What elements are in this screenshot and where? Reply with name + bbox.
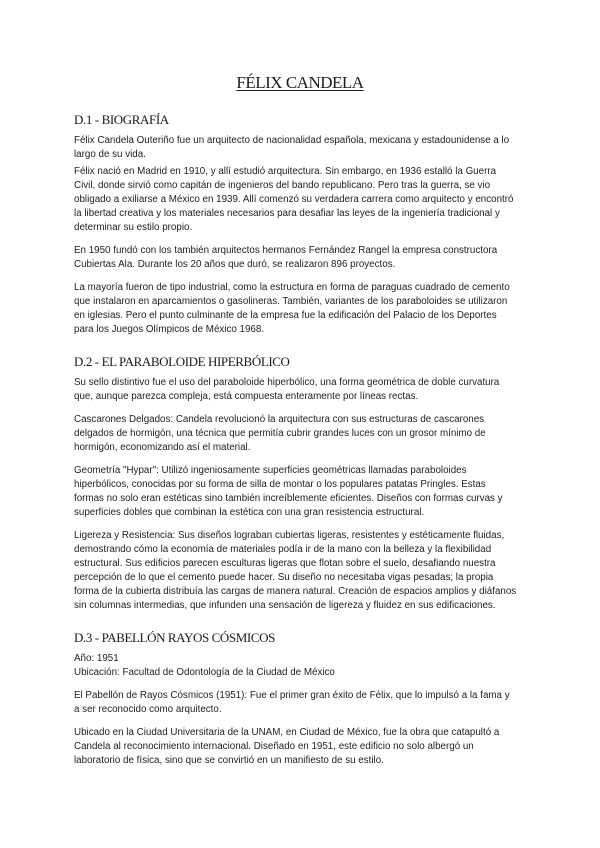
text-line: Civil, donde sirvió como capitán de ingenieros del bando republicano. Pero tras la guerra, se vio xyxy=(74,180,491,191)
paragraph xyxy=(74,529,526,613)
text-line: La mayoría fueron de tipo industrial, como la estructura en forma de paraguas cuadrado de cemento xyxy=(74,282,510,293)
project-year: Año: 1951 xyxy=(74,653,119,664)
text-line: Cubiertas Ala. Durante los 20 años que duró, se realizaron 896 proyectos. xyxy=(74,259,396,270)
text-line: que, aunque parezca compleja, está compuesta enteramente por líneas rectas. xyxy=(74,391,419,402)
text-line: para los Juegos Olímpicos de México 1968. xyxy=(74,324,265,335)
document-title xyxy=(74,73,526,93)
text-line: la libertad creativa y los materiales necesarios para desafiar las leyes de la ingeniería tradicional y xyxy=(74,208,500,219)
text-line: Ligereza y Resistencia: Sus diseños lograban cubiertas ligeras, resistentes y estéticamente fluidas, xyxy=(74,530,505,541)
text-line: laboratorio de física, sino que se convirtió en un manifiesto de su estilo. xyxy=(74,755,384,766)
paragraph xyxy=(74,281,526,337)
paragraph xyxy=(74,134,526,162)
section-biografia xyxy=(74,112,526,337)
text-line: Félix nació en Madrid en 1910, y allí estudió arquitectura. Sin embargo, en 1936 estalló la Guerra xyxy=(74,166,497,177)
paragraph xyxy=(74,165,526,235)
text-line: Geometría "Hypar": Utilizó ingeniosamente superficies geométricas llamadas paraboloides xyxy=(74,465,467,476)
text-line: Su sello distintivo fue el uso del paraboloide hiperbólico, una forma geométrica de doble curvatura xyxy=(74,377,500,388)
paragraph xyxy=(74,413,526,455)
text-line: superficies dobles que combinan la estética con una gran resistencia estructural. xyxy=(74,507,425,518)
text-line: que instalaron en aparcamientos o gasolineras. También, variantes de los paraboloides se utilizaron xyxy=(74,296,508,307)
text-line: en iglesias. Pero el punto culminante de la empresa fue la edificación del Palacio de los Deportes xyxy=(74,310,497,321)
paragraph xyxy=(74,464,526,520)
text-line: hiperbólicos, conocidas por su forma de silla de montar o los populares patatas Pringles. Estas xyxy=(74,479,486,490)
text-line: estructural. Sus edificios parecen esculturas ligeras que flotan sobre el suelo, desafiando nuestra xyxy=(74,558,496,569)
text-line: formas no solo eran estéticas sino también increíblemente eficientes. Diseños con formas curvas y xyxy=(74,493,503,504)
section-heading: D.2 - EL PARABOLOIDE HIPERBÓLICO xyxy=(74,354,290,369)
text-line: El Pabellón de Rayos Cósmicos (1951): Fue el primer gran éxito de Félix, que lo impulsó a la fama y xyxy=(74,690,510,701)
text-line: largo de su vida. xyxy=(74,149,146,160)
text-line: sin columnas intermedias, que infunden una sensación de ligereza y fluidez en sus edificaciones. xyxy=(74,600,496,611)
text-line: Ubicado en la Ciudad Universitaria de la UNAM, en Ciudad de México, fue la obra que catapultó a xyxy=(74,727,500,738)
project-location: Ubicación: Facultad de Odontología de la Ciudad de México xyxy=(74,667,335,678)
paragraph xyxy=(74,244,526,272)
section-paraboloide xyxy=(74,354,526,613)
section-pabellon xyxy=(74,630,526,768)
text-line: Félix Candela Outeriño fue un arquitecto de nacionalidad española, mexicana y estadounidense a lo xyxy=(74,135,510,146)
paragraph xyxy=(74,689,526,717)
text-line: forma de la cubierta distribuía las cargas de manera natural. Creación de espacios amplios y diáfanos xyxy=(74,586,517,597)
text-line: demostrando cómo la economía de materiales podía ir de la mano con la belleza y la flexibilidad xyxy=(74,544,492,555)
paragraph xyxy=(74,376,526,404)
text-line: percepción de lo que el cemento puede hacer. Su diseño no necesitaba vigas pesadas; la propia xyxy=(74,572,494,583)
section-heading: D.3 - PABELLÓN RAYOS CÓSMICOS xyxy=(74,630,275,645)
text-line: delgados de hormigón, una técnica que permitía cubrir grandes luces con un grosor mínimo de xyxy=(74,428,486,439)
document-title-text: FÉLIX CANDELA xyxy=(236,73,364,92)
project-facts xyxy=(74,652,526,680)
paragraph xyxy=(74,726,526,768)
text-line: hormigón, economizando así el material. xyxy=(74,442,251,453)
text-line: obligado a exiliarse a México en 1939. Allí comenzó su verdadera carrera como arquitecto y encontró xyxy=(74,194,514,205)
text-line: a ser reconocido como arquitecto. xyxy=(74,704,222,715)
text-line: En 1950 fundó con los también arquitectos hermanos Fernández Rangel la empresa constructora xyxy=(74,245,498,256)
text-line: determinar su estilo propio. xyxy=(74,222,193,233)
text-line: Candela al reconocimiento internacional. Diseñado en 1951, este edificio no solo albergó un xyxy=(74,741,474,752)
text-line: Cascarones Delgados: Candela revolucionó la arquitectura con sus estructuras de cascarones xyxy=(74,414,485,425)
section-heading: D.1 - BIOGRAFÍA xyxy=(74,112,169,127)
